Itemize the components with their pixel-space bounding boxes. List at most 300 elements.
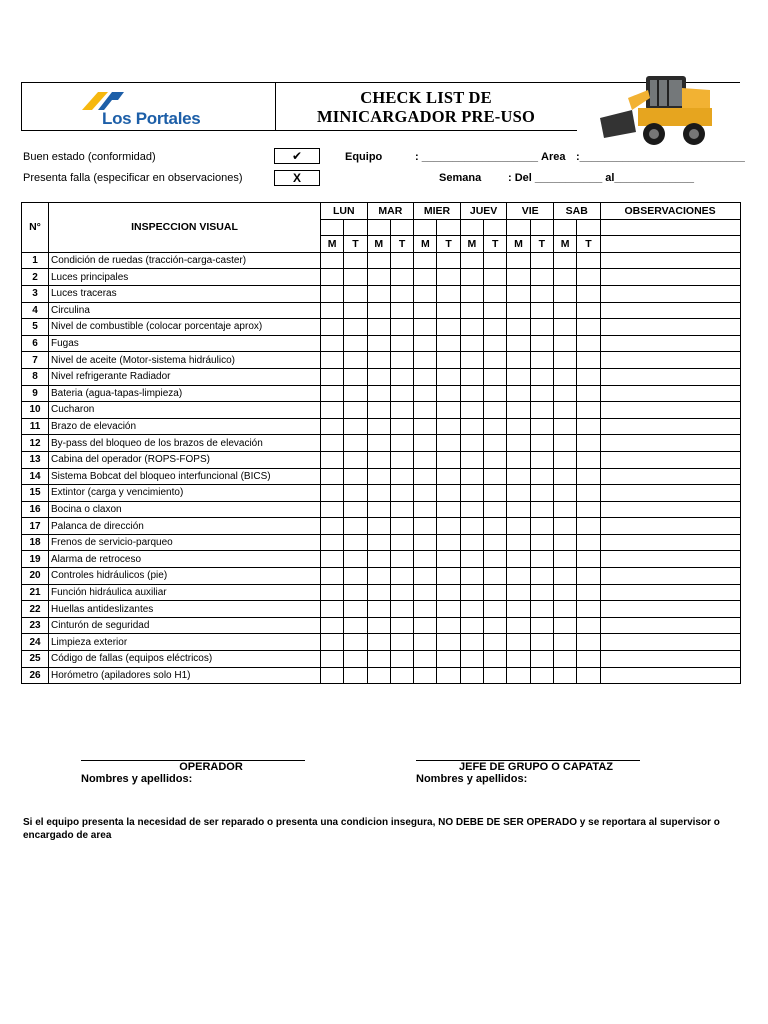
check-cell[interactable] <box>484 302 507 319</box>
check-cell[interactable] <box>437 468 460 485</box>
check-cell[interactable] <box>460 302 483 319</box>
check-cell[interactable] <box>414 485 437 502</box>
check-cell[interactable] <box>507 651 530 668</box>
check-cell[interactable] <box>437 435 460 452</box>
check-cell[interactable] <box>484 285 507 302</box>
check-cell[interactable] <box>553 252 576 269</box>
check-cell[interactable] <box>577 568 600 585</box>
check-cell[interactable] <box>484 451 507 468</box>
check-cell[interactable] <box>553 269 576 286</box>
observation-cell[interactable] <box>600 435 740 452</box>
check-cell[interactable] <box>460 568 483 585</box>
area-field[interactable]: :___________________________ <box>576 151 745 163</box>
check-cell[interactable] <box>577 385 600 402</box>
check-cell[interactable] <box>553 485 576 502</box>
check-cell[interactable] <box>507 352 530 369</box>
check-cell[interactable] <box>577 534 600 551</box>
check-cell[interactable] <box>484 402 507 419</box>
observation-cell[interactable] <box>600 485 740 502</box>
check-cell[interactable] <box>530 285 553 302</box>
observation-cell[interactable] <box>600 651 740 668</box>
check-cell[interactable] <box>437 285 460 302</box>
check-cell[interactable] <box>414 617 437 634</box>
check-cell[interactable] <box>577 667 600 684</box>
check-cell[interactable] <box>344 468 367 485</box>
observation-cell[interactable] <box>600 667 740 684</box>
check-cell[interactable] <box>390 402 413 419</box>
check-cell[interactable] <box>344 667 367 684</box>
check-cell[interactable] <box>414 302 437 319</box>
check-cell[interactable] <box>414 352 437 369</box>
check-cell[interactable] <box>553 667 576 684</box>
check-cell[interactable] <box>577 335 600 352</box>
check-cell[interactable] <box>460 501 483 518</box>
check-cell[interactable] <box>460 269 483 286</box>
check-cell[interactable] <box>553 568 576 585</box>
observation-cell[interactable] <box>600 568 740 585</box>
check-cell[interactable] <box>414 335 437 352</box>
check-cell[interactable] <box>390 435 413 452</box>
check-cell[interactable] <box>530 319 553 336</box>
check-cell[interactable] <box>484 501 507 518</box>
check-cell[interactable] <box>484 568 507 585</box>
check-cell[interactable] <box>553 601 576 618</box>
check-cell[interactable] <box>321 368 344 385</box>
check-cell[interactable] <box>484 352 507 369</box>
check-cell[interactable] <box>507 418 530 435</box>
semana-field[interactable]: : Del ___________ al_____________ <box>508 172 694 184</box>
observation-cell[interactable] <box>600 319 740 336</box>
check-cell[interactable] <box>577 302 600 319</box>
check-cell[interactable] <box>414 252 437 269</box>
check-cell[interactable] <box>321 501 344 518</box>
check-cell[interactable] <box>344 551 367 568</box>
check-cell[interactable] <box>321 418 344 435</box>
check-cell[interactable] <box>460 385 483 402</box>
check-cell[interactable] <box>507 584 530 601</box>
check-cell[interactable] <box>344 651 367 668</box>
check-cell[interactable] <box>367 385 390 402</box>
observation-cell[interactable] <box>600 402 740 419</box>
check-cell[interactable] <box>321 319 344 336</box>
check-cell[interactable] <box>507 617 530 634</box>
check-cell[interactable] <box>437 584 460 601</box>
check-cell[interactable] <box>577 485 600 502</box>
check-cell[interactable] <box>577 435 600 452</box>
check-cell[interactable] <box>460 667 483 684</box>
check-cell[interactable] <box>437 368 460 385</box>
check-cell[interactable] <box>460 468 483 485</box>
check-cell[interactable] <box>367 302 390 319</box>
check-cell[interactable] <box>414 402 437 419</box>
check-cell[interactable] <box>367 485 390 502</box>
check-cell[interactable] <box>321 551 344 568</box>
check-cell[interactable] <box>367 352 390 369</box>
check-cell[interactable] <box>484 667 507 684</box>
observation-cell[interactable] <box>600 352 740 369</box>
observation-cell[interactable] <box>600 418 740 435</box>
check-cell[interactable] <box>367 634 390 651</box>
check-cell[interactable] <box>390 601 413 618</box>
check-cell[interactable] <box>344 568 367 585</box>
check-cell[interactable] <box>390 534 413 551</box>
check-cell[interactable] <box>530 601 553 618</box>
check-cell[interactable] <box>577 252 600 269</box>
check-cell[interactable] <box>460 651 483 668</box>
check-cell[interactable] <box>437 385 460 402</box>
check-cell[interactable] <box>507 601 530 618</box>
check-cell[interactable] <box>390 285 413 302</box>
check-cell[interactable] <box>507 269 530 286</box>
check-cell[interactable] <box>577 601 600 618</box>
check-cell[interactable] <box>437 651 460 668</box>
check-cell[interactable] <box>507 335 530 352</box>
check-cell[interactable] <box>344 302 367 319</box>
check-cell[interactable] <box>577 651 600 668</box>
check-cell[interactable] <box>437 617 460 634</box>
check-cell[interactable] <box>530 252 553 269</box>
check-cell[interactable] <box>344 285 367 302</box>
check-cell[interactable] <box>553 435 576 452</box>
check-cell[interactable] <box>437 451 460 468</box>
check-cell[interactable] <box>530 385 553 402</box>
check-cell[interactable] <box>321 584 344 601</box>
check-cell[interactable] <box>414 501 437 518</box>
check-cell[interactable] <box>577 352 600 369</box>
check-cell[interactable] <box>577 285 600 302</box>
check-cell[interactable] <box>437 319 460 336</box>
check-cell[interactable] <box>414 418 437 435</box>
check-cell[interactable] <box>437 667 460 684</box>
check-cell[interactable] <box>530 617 553 634</box>
check-cell[interactable] <box>530 368 553 385</box>
check-cell[interactable] <box>367 335 390 352</box>
check-cell[interactable] <box>321 667 344 684</box>
check-cell[interactable] <box>321 302 344 319</box>
check-cell[interactable] <box>460 634 483 651</box>
check-cell[interactable] <box>577 319 600 336</box>
check-cell[interactable] <box>367 568 390 585</box>
check-cell[interactable] <box>367 368 390 385</box>
check-cell[interactable] <box>577 402 600 419</box>
check-cell[interactable] <box>390 335 413 352</box>
check-cell[interactable] <box>484 551 507 568</box>
check-cell[interactable] <box>507 285 530 302</box>
observation-cell[interactable] <box>600 601 740 618</box>
check-cell[interactable] <box>390 252 413 269</box>
check-cell[interactable] <box>390 368 413 385</box>
check-cell[interactable] <box>577 468 600 485</box>
check-cell[interactable] <box>460 485 483 502</box>
check-cell[interactable] <box>414 534 437 551</box>
check-cell[interactable] <box>367 451 390 468</box>
check-cell[interactable] <box>390 485 413 502</box>
check-cell[interactable] <box>530 584 553 601</box>
check-cell[interactable] <box>367 601 390 618</box>
check-cell[interactable] <box>507 568 530 585</box>
check-cell[interactable] <box>321 634 344 651</box>
check-cell[interactable] <box>390 319 413 336</box>
check-cell[interactable] <box>437 518 460 535</box>
check-cell[interactable] <box>321 485 344 502</box>
check-cell[interactable] <box>367 651 390 668</box>
check-cell[interactable] <box>553 634 576 651</box>
check-cell[interactable] <box>414 451 437 468</box>
check-cell[interactable] <box>344 485 367 502</box>
check-cell[interactable] <box>437 534 460 551</box>
observation-cell[interactable] <box>600 302 740 319</box>
check-cell[interactable] <box>344 418 367 435</box>
check-cell[interactable] <box>367 285 390 302</box>
check-cell[interactable] <box>414 368 437 385</box>
check-cell[interactable] <box>507 402 530 419</box>
check-cell[interactable] <box>390 352 413 369</box>
check-cell[interactable] <box>344 617 367 634</box>
check-cell[interactable] <box>414 269 437 286</box>
check-cell[interactable] <box>553 319 576 336</box>
check-cell[interactable] <box>530 651 553 668</box>
check-cell[interactable] <box>321 451 344 468</box>
check-cell[interactable] <box>390 617 413 634</box>
check-cell[interactable] <box>367 468 390 485</box>
check-cell[interactable] <box>437 601 460 618</box>
check-cell[interactable] <box>484 518 507 535</box>
check-cell[interactable] <box>553 418 576 435</box>
check-cell[interactable] <box>577 584 600 601</box>
check-cell[interactable] <box>321 252 344 269</box>
observation-cell[interactable] <box>600 468 740 485</box>
check-cell[interactable] <box>507 468 530 485</box>
check-cell[interactable] <box>484 368 507 385</box>
check-cell[interactable] <box>437 568 460 585</box>
observation-cell[interactable] <box>600 285 740 302</box>
check-cell[interactable] <box>437 551 460 568</box>
check-cell[interactable] <box>507 518 530 535</box>
check-cell[interactable] <box>321 468 344 485</box>
check-cell[interactable] <box>321 601 344 618</box>
check-cell[interactable] <box>460 518 483 535</box>
check-cell[interactable] <box>367 551 390 568</box>
observation-cell[interactable] <box>600 451 740 468</box>
check-cell[interactable] <box>530 335 553 352</box>
check-cell[interactable] <box>460 584 483 601</box>
check-cell[interactable] <box>460 319 483 336</box>
check-cell[interactable] <box>367 518 390 535</box>
check-cell[interactable] <box>507 551 530 568</box>
check-cell[interactable] <box>530 534 553 551</box>
check-cell[interactable] <box>414 468 437 485</box>
check-cell[interactable] <box>321 617 344 634</box>
check-cell[interactable] <box>344 534 367 551</box>
check-cell[interactable] <box>484 601 507 618</box>
check-cell[interactable] <box>507 485 530 502</box>
check-cell[interactable] <box>460 335 483 352</box>
check-cell[interactable] <box>460 402 483 419</box>
check-cell[interactable] <box>367 319 390 336</box>
check-cell[interactable] <box>390 269 413 286</box>
check-cell[interactable] <box>390 651 413 668</box>
check-cell[interactable] <box>367 402 390 419</box>
check-cell[interactable] <box>460 368 483 385</box>
check-cell[interactable] <box>344 451 367 468</box>
check-cell[interactable] <box>553 352 576 369</box>
check-cell[interactable] <box>390 518 413 535</box>
check-cell[interactable] <box>553 651 576 668</box>
check-cell[interactable] <box>484 651 507 668</box>
check-cell[interactable] <box>577 551 600 568</box>
check-cell[interactable] <box>530 302 553 319</box>
check-cell[interactable] <box>390 501 413 518</box>
check-cell[interactable] <box>367 252 390 269</box>
check-cell[interactable] <box>484 435 507 452</box>
check-cell[interactable] <box>530 568 553 585</box>
check-cell[interactable] <box>367 534 390 551</box>
observation-cell[interactable] <box>600 385 740 402</box>
check-cell[interactable] <box>484 584 507 601</box>
check-cell[interactable] <box>437 485 460 502</box>
check-cell[interactable] <box>414 601 437 618</box>
check-cell[interactable] <box>321 269 344 286</box>
check-cell[interactable] <box>367 418 390 435</box>
check-cell[interactable] <box>577 634 600 651</box>
check-cell[interactable] <box>507 451 530 468</box>
check-cell[interactable] <box>344 352 367 369</box>
check-cell[interactable] <box>553 402 576 419</box>
observation-cell[interactable] <box>600 335 740 352</box>
check-cell[interactable] <box>390 468 413 485</box>
check-cell[interactable] <box>530 269 553 286</box>
check-cell[interactable] <box>321 518 344 535</box>
check-cell[interactable] <box>460 252 483 269</box>
check-cell[interactable] <box>321 352 344 369</box>
check-cell[interactable] <box>437 352 460 369</box>
check-cell[interactable] <box>530 634 553 651</box>
check-cell[interactable] <box>367 435 390 452</box>
check-cell[interactable] <box>553 368 576 385</box>
check-cell[interactable] <box>577 501 600 518</box>
check-cell[interactable] <box>507 501 530 518</box>
check-cell[interactable] <box>344 252 367 269</box>
check-cell[interactable] <box>553 617 576 634</box>
check-cell[interactable] <box>553 501 576 518</box>
check-cell[interactable] <box>530 551 553 568</box>
check-cell[interactable] <box>390 551 413 568</box>
check-cell[interactable] <box>344 269 367 286</box>
check-cell[interactable] <box>321 385 344 402</box>
observation-cell[interactable] <box>600 252 740 269</box>
check-cell[interactable] <box>507 368 530 385</box>
check-cell[interactable] <box>390 667 413 684</box>
check-cell[interactable] <box>484 319 507 336</box>
check-cell[interactable] <box>344 634 367 651</box>
check-cell[interactable] <box>460 617 483 634</box>
check-cell[interactable] <box>484 485 507 502</box>
check-cell[interactable] <box>507 435 530 452</box>
observation-cell[interactable] <box>600 501 740 518</box>
check-cell[interactable] <box>344 601 367 618</box>
check-cell[interactable] <box>577 617 600 634</box>
check-cell[interactable] <box>344 319 367 336</box>
check-cell[interactable] <box>344 501 367 518</box>
check-cell[interactable] <box>344 335 367 352</box>
check-cell[interactable] <box>321 402 344 419</box>
check-cell[interactable] <box>344 584 367 601</box>
check-cell[interactable] <box>577 269 600 286</box>
check-cell[interactable] <box>530 501 553 518</box>
check-cell[interactable] <box>437 335 460 352</box>
check-cell[interactable] <box>390 584 413 601</box>
check-cell[interactable] <box>530 485 553 502</box>
check-cell[interactable] <box>321 568 344 585</box>
check-cell[interactable] <box>390 418 413 435</box>
check-cell[interactable] <box>414 385 437 402</box>
check-cell[interactable] <box>530 518 553 535</box>
check-cell[interactable] <box>321 651 344 668</box>
check-cell[interactable] <box>414 568 437 585</box>
check-cell[interactable] <box>460 534 483 551</box>
check-cell[interactable] <box>530 451 553 468</box>
check-cell[interactable] <box>530 435 553 452</box>
observation-cell[interactable] <box>600 634 740 651</box>
check-cell[interactable] <box>460 418 483 435</box>
check-cell[interactable] <box>414 551 437 568</box>
check-cell[interactable] <box>390 385 413 402</box>
check-cell[interactable] <box>530 352 553 369</box>
check-cell[interactable] <box>577 368 600 385</box>
check-cell[interactable] <box>553 302 576 319</box>
check-cell[interactable] <box>553 285 576 302</box>
check-cell[interactable] <box>437 501 460 518</box>
check-cell[interactable] <box>484 617 507 634</box>
check-cell[interactable] <box>460 601 483 618</box>
check-cell[interactable] <box>321 435 344 452</box>
check-cell[interactable] <box>437 252 460 269</box>
observation-cell[interactable] <box>600 617 740 634</box>
check-cell[interactable] <box>507 534 530 551</box>
check-cell[interactable] <box>414 435 437 452</box>
check-cell[interactable] <box>390 302 413 319</box>
check-cell[interactable] <box>530 468 553 485</box>
check-cell[interactable] <box>367 584 390 601</box>
check-cell[interactable] <box>321 534 344 551</box>
check-cell[interactable] <box>553 335 576 352</box>
check-cell[interactable] <box>530 402 553 419</box>
check-cell[interactable] <box>484 385 507 402</box>
check-cell[interactable] <box>507 302 530 319</box>
check-cell[interactable] <box>344 435 367 452</box>
check-cell[interactable] <box>530 667 553 684</box>
check-cell[interactable] <box>484 335 507 352</box>
observation-cell[interactable] <box>600 534 740 551</box>
check-cell[interactable] <box>484 418 507 435</box>
check-cell[interactable] <box>484 534 507 551</box>
check-cell[interactable] <box>460 352 483 369</box>
observation-cell[interactable] <box>600 518 740 535</box>
check-cell[interactable] <box>553 534 576 551</box>
check-cell[interactable] <box>553 518 576 535</box>
check-cell[interactable] <box>507 319 530 336</box>
check-cell[interactable] <box>553 551 576 568</box>
check-cell[interactable] <box>530 418 553 435</box>
check-cell[interactable] <box>553 468 576 485</box>
check-cell[interactable] <box>507 634 530 651</box>
check-cell[interactable] <box>367 667 390 684</box>
check-cell[interactable] <box>484 269 507 286</box>
check-cell[interactable] <box>460 451 483 468</box>
check-cell[interactable] <box>367 617 390 634</box>
check-cell[interactable] <box>577 451 600 468</box>
check-cell[interactable] <box>484 252 507 269</box>
